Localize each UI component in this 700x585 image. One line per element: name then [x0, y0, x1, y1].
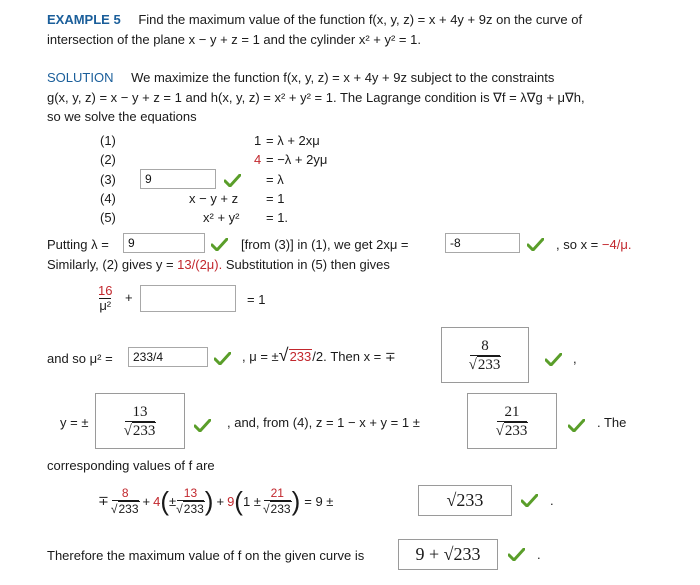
two-x-mu-check-icon — [527, 238, 544, 251]
eq4-rhs: = 1 — [266, 191, 285, 206]
similarly-line — [47, 257, 390, 272]
eq-num-1: (1) — [100, 133, 116, 148]
substitution-input[interactable] — [140, 285, 236, 312]
therefore-text: Therefore the maximum value of f on the given curve is — [47, 548, 365, 563]
solution-text-2: g(x, y, z) = x − y + z = 1 and h(x, y, z) = x² + y² = 1. The Lagrange condition is ∇f = λ∇g + μ∇h, — [47, 90, 585, 105]
solution-heading — [47, 70, 554, 85]
lambda-answer-input[interactable] — [123, 233, 205, 253]
the-text: . The — [597, 415, 627, 430]
f-n3: 21 — [270, 486, 284, 500]
mu-tail-text: /2. Then x = ∓ — [312, 349, 396, 364]
y-box-num: 13 — [132, 403, 148, 420]
equals-one: = 1 — [247, 292, 266, 307]
one-pm: 1 ± — [242, 493, 261, 509]
mu-squared-check-icon — [214, 352, 231, 365]
from3-text: [from (3)] in (1), we get 2xμ = — [241, 237, 409, 252]
eq-num-2: (2) — [100, 152, 116, 167]
example-text-2: intersection of the plane x − y + z = 1 and the cylinder x² + y² = 1. — [47, 32, 421, 47]
example-heading — [47, 12, 582, 27]
x-box-num: 8 — [481, 337, 489, 354]
eq-num-4: (4) — [100, 191, 116, 206]
period-2: . — [537, 547, 541, 562]
eq2-lhs: 4 — [254, 152, 262, 167]
y-check-icon — [194, 419, 211, 432]
so-x-text: , so x = — [556, 237, 599, 252]
example-text-1: Find the maximum value of the function f(x, y, z) = x + 4y + 9z on the curve of — [138, 12, 583, 27]
mu-line: , μ = ±√233/2. Then x = ∓ — [242, 345, 396, 365]
corresponding-text: corresponding values of f are — [47, 458, 215, 473]
final-value-check-icon — [521, 494, 538, 507]
pm-1: ± — [169, 493, 177, 509]
mu-root: 233 — [289, 349, 312, 364]
eq-num-5: (5) — [100, 210, 116, 225]
y-answer-box[interactable]: $\frac{13}{√233}$ — [95, 393, 185, 449]
eq2-rhs: = −λ + 2yμ — [266, 152, 328, 167]
max-value-box[interactable]: 9 + √233 — [398, 539, 498, 570]
frac-16-mu2 — [98, 284, 112, 313]
eq4-lhs: x − y + z — [189, 191, 239, 206]
eq1-rhs: = λ + 2xμ — [266, 133, 320, 148]
similarly-text-a: Similarly, (2) gives y = — [47, 257, 174, 272]
f-expression: ∓ $\frac{8}{√233}$ + 4 ( ± $\frac{13}{√233}$ ) + 9 ( 1 ± $\frac{21}{√233}$ ) = 9 ± — [98, 485, 334, 516]
f-d2: 233 — [183, 502, 204, 516]
period-1: . — [550, 493, 554, 508]
nine: 9 — [227, 493, 235, 509]
solution-label: SOLUTION — [47, 70, 114, 85]
putting-text: Putting λ = — [47, 237, 109, 252]
plus-sign: + — [125, 290, 133, 305]
similarly-text-b: Substitution in (5) then gives — [225, 257, 390, 272]
x-box-den: 233 — [477, 356, 501, 373]
example-label: EXAMPLE 5 — [47, 12, 121, 27]
z-box-den: 233 — [504, 422, 528, 439]
comma-1: , — [573, 351, 577, 366]
eq1-lhs: 1 — [254, 133, 262, 148]
max-value-check-icon — [508, 548, 525, 561]
y-value: 13/(2μ). — [177, 257, 223, 272]
z-answer-box[interactable]: $\frac{21}{√233}$ — [467, 393, 557, 449]
eq3-check-icon — [224, 174, 241, 187]
four: 4 — [153, 493, 161, 509]
solution-text-1: We maximize the function f(x, y, z) = x + 4y + 9z subject to the constraints — [131, 70, 555, 85]
f-n2: 13 — [183, 486, 198, 500]
and-so-text: and so μ² = — [47, 351, 113, 366]
f-result-text: = 9 ± — [304, 493, 334, 509]
eq5-lhs: x² + y² — [203, 210, 240, 225]
x-value: −4/μ. — [601, 237, 632, 252]
z-box-num: 21 — [504, 403, 520, 420]
eq3-rhs: = λ — [266, 172, 284, 187]
frac16-den: μ² — [99, 298, 112, 313]
final-value-box[interactable]: √233 — [418, 485, 512, 516]
solution-text-3: so we solve the equations — [47, 109, 197, 124]
f-d3: 233 — [270, 502, 291, 516]
z-check-icon — [568, 419, 585, 432]
y-box-den: 233 — [132, 422, 156, 439]
eq-num-3: (3) — [100, 172, 116, 187]
and-from4-text: , and, from (4), z = 1 − x + y = 1 ± — [227, 415, 420, 430]
f-n1: 8 — [121, 486, 129, 500]
two-x-mu-input[interactable] — [445, 233, 520, 253]
mu-eq-text: , μ = ± — [242, 349, 279, 364]
eq3-answer-input[interactable] — [140, 169, 216, 189]
mu-squared-input[interactable] — [128, 347, 208, 367]
x-answer-box[interactable]: $\frac{8}{√233}$ — [441, 327, 529, 383]
plus-4: + — [142, 493, 151, 509]
so-x-line — [556, 237, 631, 252]
lambda-check-icon — [211, 238, 228, 251]
eq5-rhs: = 1. — [266, 210, 289, 225]
f-d1: 233 — [118, 502, 139, 516]
y-eq-text: y = ± — [60, 415, 89, 430]
plus-9: + — [216, 493, 225, 509]
x-check-icon — [545, 353, 562, 366]
frac16-num: 16 — [98, 283, 113, 298]
mp-sign: ∓ — [98, 493, 109, 508]
